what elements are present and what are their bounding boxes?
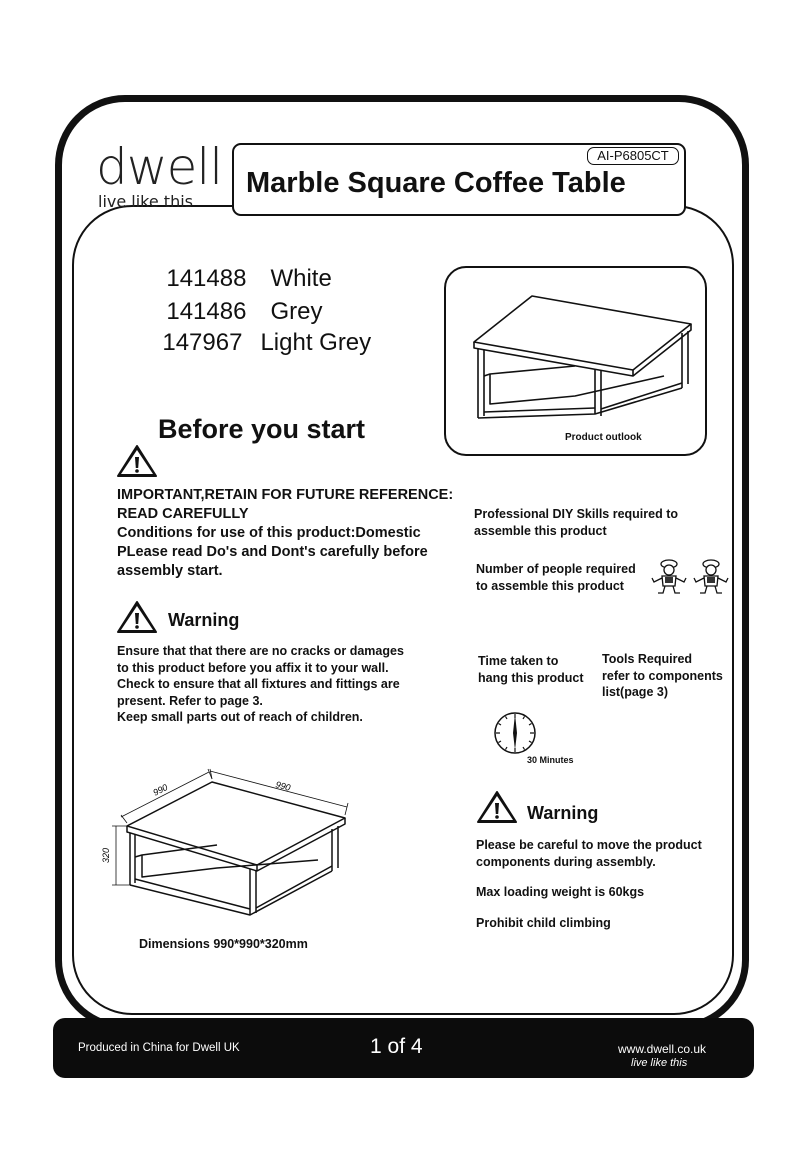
- skills-line: Professional DIY Skills required to: [474, 507, 678, 521]
- before-line: Conditions for use of this product:Domestic: [117, 525, 421, 541]
- warning-text: [476, 837, 702, 870]
- footer-produced: Produced in China for Dwell UK: [78, 1042, 240, 1054]
- product-code: AI-P6805CT: [587, 147, 679, 165]
- skills-text: [474, 506, 678, 539]
- warning-line: Ensure that that there are no cracks or damages: [117, 644, 404, 658]
- people-line: Number of people required: [476, 562, 636, 576]
- outlook-caption: Product outlook: [565, 432, 642, 443]
- time-value: 30 Minutes: [527, 755, 574, 765]
- people-line: to assemble this product: [476, 578, 624, 593]
- time-text: [478, 653, 584, 686]
- footer-tagline: live like this: [631, 1057, 688, 1069]
- page-title: Marble Square Coffee Table: [246, 167, 626, 199]
- before-line: IMPORTANT,RETAIN FOR FUTURE REFERENCE:: [117, 487, 454, 503]
- product-outlook-drawing: [444, 266, 707, 456]
- dimension-width-label: 990: [274, 779, 292, 793]
- person-icon: [690, 556, 732, 596]
- warning-line: Please be careful to move the product: [476, 838, 702, 852]
- person-icon: [648, 556, 690, 596]
- warning-icon: [116, 600, 158, 634]
- clock-icon: [492, 710, 540, 756]
- warning-heading: Warning: [168, 610, 240, 630]
- before-heading: Before you start: [158, 414, 366, 444]
- warning-line: present. Refer to page 3.: [117, 693, 263, 708]
- time-line: hang this product: [478, 670, 584, 685]
- people-text: [476, 561, 636, 594]
- brand-logo: dwell: [96, 138, 223, 196]
- warning-line: to this product before you affix it to your wall.: [117, 660, 389, 675]
- skills-line: assemble this product: [474, 523, 607, 538]
- variant-code: 147967: [162, 329, 243, 356]
- dimension-height-label: 320: [101, 847, 111, 863]
- max-weight-text: Max loading weight is 60kgs: [476, 885, 645, 899]
- variant-3: [149, 301, 371, 357]
- warning-icon: [476, 790, 518, 824]
- tools-line: refer to components: [602, 668, 723, 683]
- footer-url: www.dwell.co.uk: [618, 1042, 707, 1056]
- warning-text: [117, 643, 404, 726]
- variant-code: 141488: [166, 265, 247, 292]
- caution-icon: [116, 444, 158, 478]
- before-text: [117, 486, 453, 581]
- brand-tagline: live like this: [98, 192, 193, 211]
- time-line: Time taken to: [478, 654, 559, 668]
- variant-color: White: [270, 265, 332, 292]
- warning-line: Check to ensure that all fixtures and fittings are: [117, 677, 400, 691]
- tools-text: [602, 651, 723, 701]
- before-line: PLease read Do's and Dont's carefully before: [117, 544, 428, 560]
- dimensions-caption: Dimensions 990*990*320mm: [139, 937, 308, 951]
- before-line: assembly start.: [117, 563, 223, 579]
- page-number: 1 of 4: [370, 1035, 423, 1058]
- before-line: READ CAREFULLY: [117, 506, 249, 522]
- variant-color: Light Grey: [260, 329, 372, 356]
- variant-color: Grey: [270, 298, 323, 325]
- climbing-text: Prohibit child climbing: [476, 916, 611, 930]
- variant-code: 141486: [166, 298, 247, 325]
- tools-line: list(page 3): [602, 685, 668, 699]
- dimensions-drawing: [100, 765, 360, 920]
- tools-line: Tools Required: [602, 652, 693, 666]
- warning-line: Keep small parts out of reach of children.: [117, 710, 363, 724]
- dimension-depth-label: 990: [151, 782, 170, 798]
- warning-line: components during assembly.: [476, 854, 656, 869]
- warning-heading: Warning: [527, 803, 599, 823]
